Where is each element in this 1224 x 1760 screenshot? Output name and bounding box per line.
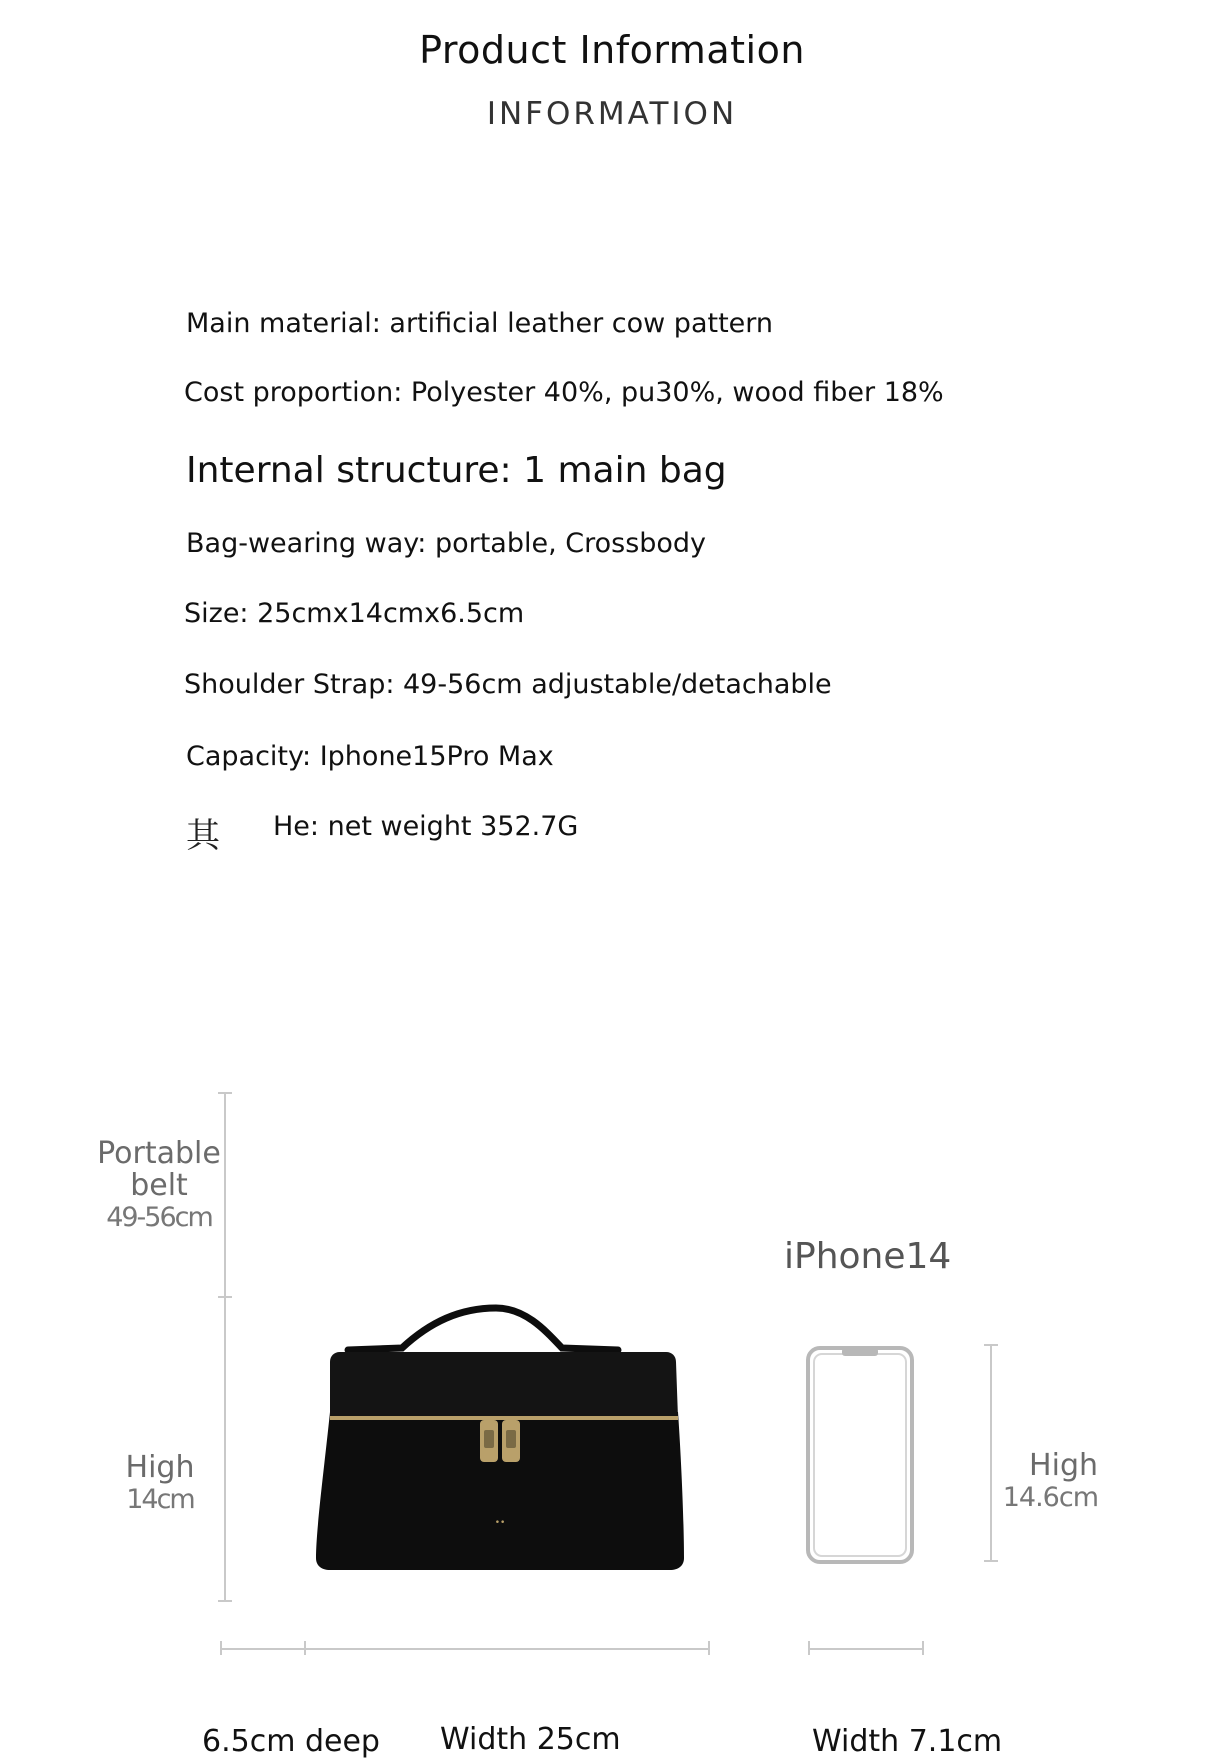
phone-height-label [994, 1450, 1098, 1514]
dimension-tick [808, 1641, 810, 1655]
dimension-tick [220, 1641, 222, 1655]
iphone-outline-image [804, 1344, 916, 1566]
phone-height-line [990, 1344, 992, 1562]
spec-net-weight: He: net weight 352.7G [273, 811, 579, 842]
phone-height-value: 14.6cm [1002, 1482, 1098, 1513]
belt-label-line1: Portable [97, 1136, 221, 1171]
bag-depth-label: 6.5cm deep [202, 1724, 380, 1759]
bag-width-dimension-line [220, 1648, 710, 1650]
dimension-tick [218, 1092, 232, 1094]
spec-shoulder-strap: Shoulder Strap: 49-56cm adjustable/detachable [184, 669, 832, 700]
dimension-tick [218, 1296, 232, 1298]
belt-length-value: 49-56cm [106, 1202, 212, 1233]
phone-width-dimension-line [808, 1648, 924, 1650]
spec-main-material: Main material: artificial leather cow pattern [186, 308, 774, 339]
bag-logo: •• [494, 1518, 506, 1528]
spec-cost-proportion: Cost proportion: Polyester 40%, pu30%, wood fiber 18% [184, 377, 944, 408]
dimension-tick [304, 1641, 306, 1655]
belt-label-line2: belt [130, 1168, 188, 1203]
spec-internal-structure: Internal structure: 1 main bag [186, 450, 727, 491]
bag-height-text: High [125, 1450, 195, 1485]
belt-label [96, 1138, 222, 1234]
vanity-bag-image [300, 1300, 700, 1570]
bag-width-label: Width 25cm [440, 1722, 621, 1757]
page-subtitle: INFORMATION [486, 96, 738, 132]
dimension-tick [708, 1641, 710, 1655]
dimension-tick [922, 1641, 924, 1655]
phone-width-label: Width 7.1cm [812, 1724, 1003, 1759]
dimension-tick [984, 1344, 998, 1346]
spec-capacity: Capacity: Iphone15Pro Max [186, 741, 554, 772]
phone-label: iPhone14 [784, 1236, 952, 1277]
dimension-tick [984, 1560, 998, 1562]
spec-wearing-way: Bag-wearing way: portable, Crossbody [186, 528, 707, 559]
spec-size: Size: 25cmx14cmx6.5cm [184, 598, 525, 629]
phone-height-text: High [1029, 1448, 1098, 1483]
page-title: Product Information [419, 28, 805, 72]
bag-height-value: 14cm [126, 1484, 194, 1515]
bag-height-label [112, 1452, 208, 1516]
belt-dimension-line [224, 1092, 226, 1602]
dimension-tick [218, 1600, 232, 1602]
spec-other-glyph: 其 [186, 816, 220, 856]
